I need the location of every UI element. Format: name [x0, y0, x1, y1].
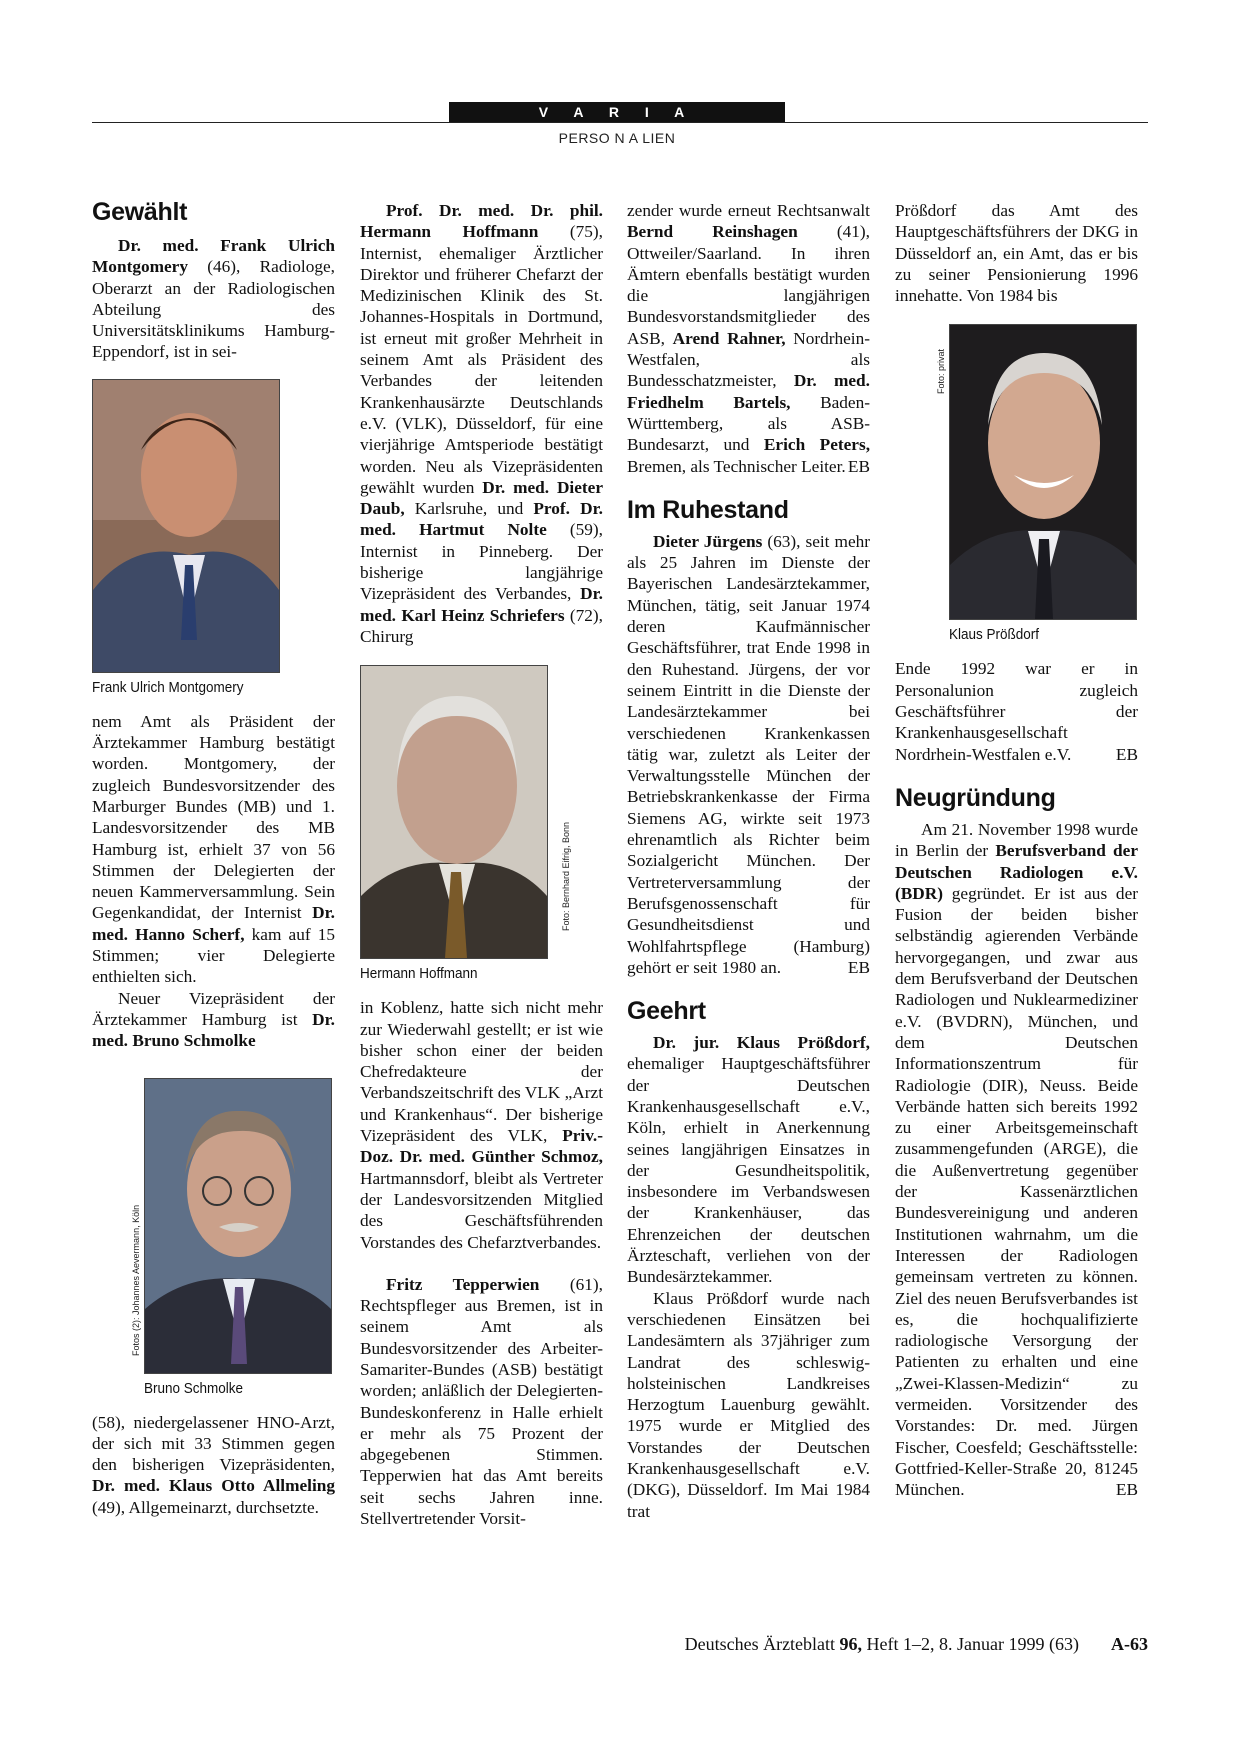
paragraph	[360, 200, 603, 647]
person-name: Dr. med. Hanno Scherf,	[92, 903, 335, 944]
column-4	[895, 200, 1138, 1500]
photo-credit: Fotos (2): Johannes Aevermann, Köln	[131, 1204, 141, 1356]
heading-geehrt: Geehrt	[627, 997, 706, 1026]
person-name: Dr. med. Klaus Otto Allmeling	[92, 1476, 335, 1496]
person-name: Dr. med. Karl Heinz Schriefers	[360, 584, 603, 625]
paragraph-text: (75), Internist, ehemaliger Ärztlicher Direktor und früherer Chefarzt der Medizinischen Klinik des St. Johannes-Hospitals in Dortmund, ist erneut mit großer Mehrheit in seinem Amt als Präsident des Verbandes der leitenden Krankenhausärzte Deutschlands e.V. (VLK), Düsseldorf, für eine vierjährige Amtsperiode bestätigt worden. Neu als Vizepräsidenten gewählt wurden	[360, 222, 603, 497]
column-3	[627, 200, 870, 1522]
section-title: V A R I A	[538, 104, 696, 120]
paragraph-text: Bremen, als Technischer Leiter.	[627, 456, 846, 476]
paragraph	[895, 658, 1138, 764]
paragraph-text: gegründet. Er ist aus der Fusion der beiden bisher selbständig agierenden Verbände hervorgegangen, und zwar aus dem Berufsverband der Deutschen Radiologen und Nuklearmediziner e.V. (BVDRN), München, und dem Deutschen Informationszentrum für Radiologie (DIR), Neuss. Beide Verbände hatten sich bereits 1992 zu einer Arbeitsgemeinschaft zusammengefunden (ARGE), die die Außenvertretung gegenüber der Kassenärztlichen Bundesvereinigung und anderen Institutionen wahrnahm, um die Interessen der Radiologen gemeinsam vertreten zu können. Ziel des neuen Berufsverbandes ist es, die hochqualifizierte radiologische Versorgung der Patienten zu erhalten und eine „Zwei-Klassen-Medizin“ zu vermeiden. Vorsitzender des Vorstandes: Dr. med. Jürgen Fischer, Coesfeld; Geschäftsstelle: Gottfried-Keller-Straße 20, 81245 München.	[895, 883, 1138, 1500]
subsection-title: PERSO N A LIEN	[558, 130, 676, 146]
heading-neugruendung: Neugründung	[895, 783, 1056, 812]
paragraph-text: (46), Radiologe, Oberarzt an der Radiologischen Abteilung des Universitätsklinikums Hamburg-Eppendorf, ist in sei-	[92, 257, 335, 362]
photo-block-proessdorf	[936, 324, 1138, 644]
paragraph	[92, 711, 335, 988]
photo-hoffmann	[360, 665, 548, 959]
paragraph-text: (59), Internist in Pinneberg. Der bisherige langjährige Vizepräsident des Verbandes,	[360, 520, 603, 604]
photo-montgomery	[92, 379, 280, 673]
person-name: Dr. jur. Klaus Prößdorf,	[653, 1033, 870, 1053]
paragraph-text: in Koblenz, hatte sich nicht mehr zur Wiederwahl gestellt; er ist wie bisher schon einer der beiden Chefredakteure der Verbandszeitschrift des VLK „Arzt und Krankenhaus“. Der bisherige Vizepräsident des VLK,	[360, 998, 603, 1146]
photo-caption: Frank Ulrich Montgomery	[92, 678, 244, 696]
paragraph	[92, 1412, 335, 1518]
person-name: Prof. Dr. med. Dr. phil. Hermann Hoffmann	[360, 201, 603, 242]
paragraph-text: (72), Chirurg	[360, 605, 603, 646]
paragraph-text: (63), seit mehr als 25 Jahren im Dienste der Bayerischen Landesärztekammer, München, tätig, seit Januar 1974 deren Kaufmännischer Geschäftsführer, trat Ende 1998 in den Ruhestand. Jürgens, der vor seinem Eintritt in die Dienste der Landesärztekammer bei verschiedenen Krankenkassen tätig war, zuletzt als Leiter der Verwaltungsstelle München der Betriebskrankenkasse der Firma Siemens AG, wirkte seit 1973 ehrenamtlich als Richter beim Sozialgericht München. Der Vertreterversammlung der Berufsgenossenschaft für Gesundheitsdienst und Wohlfahrtspflege (Hamburg) gehört er seit 1980 an.	[627, 531, 871, 977]
person-name: Bernd Reinshagen	[627, 222, 798, 242]
paragraph-text: Prößdorf das Amt des Hauptgeschäftsführers der DKG in Düsseldorf an, ein Amt, das er bis zu seiner Pensionierung 1996 innehatte. Von 1984 bis	[895, 201, 1138, 306]
paragraph-text: kam auf 15 Stimmen; vier Delegierte enthielten sich.	[92, 924, 336, 987]
paragraph-text: Ende 1992 war er in Personalunion zugleich Geschäftsführer der Krankenhausgesellschaft Nordrhein-Westfalen e.V.	[895, 659, 1138, 764]
photo-caption: Klaus Prößdorf	[949, 626, 1040, 644]
photo-credit: Foto: privat	[936, 349, 946, 395]
paragraph	[895, 819, 1138, 1501]
paragraph-text: (49), Allgemeinarzt, durchsetzte.	[92, 1497, 319, 1517]
paragraph	[92, 235, 335, 363]
paragraph-text: ehemaliger Hauptgeschäftsführer der Deutschen Krankenhausgesellschaft e.V., Köln, erhielt in Anerkennung seines langjährigen Einsatzes in der Gesundheitspolitik, insbesondere im Verbandswesen der Krankenhäuser, das Ehrenzeichen der deutschen Ärzteschaft, verliehen von der Bundesärztekammer.	[627, 1054, 870, 1287]
column-2	[360, 200, 603, 1529]
paragraph-text: Baden-Württemberg, als ASB-Bundesarzt, und	[627, 392, 870, 455]
paragraph-text: (41), Ottweiler/Saarland. In ihren Ämtern ebenfalls bestätigt wurden die langjährigen Bundesvorstandsmitglieder des ASB,	[627, 222, 870, 348]
paragraph-text: Karlsruhe, und	[404, 499, 534, 519]
person-name: Priv.-Doz. Dr. med. Günther Schmoz,	[360, 1126, 603, 1167]
paragraph-text: nem Amt als Präsident der Ärztekammer Hamburg bestätigt worden. Montgomery, der zugleich Bundesvorsitzender des Marburger Bundes (MB) und 1. Landesvorsitzender des MB Hamburg ist, erhielt 37 von 56 Stimmen der Delegierten der neuen Kammerversammlung. Sein Gegenkandidat, der Internist	[92, 711, 335, 923]
journal-name: Deutsches Ärzteblatt	[684, 1634, 840, 1654]
person-name: Dr. med. Bruno Schmolke	[92, 1009, 335, 1051]
paragraph-text: zender wurde erneut Rechtsanwalt	[627, 201, 870, 220]
paragraph-text: (61), Rechtspfleger aus Bremen, ist in seinem Amt als Bundesvorsitzender des Arbeiter-Samariter-Bundes (ASB) bestätigt worden; anläßlich der Delegierten-Bundeskonferenz in Halle erhielt er mehr als 75 Prozent der abgegebenen Stimmen. Tepperwien hat das Amt bereits seit sechs Jahren inne. Stellvertretender Vorsit-	[360, 1274, 603, 1529]
paragraph	[360, 997, 603, 1253]
person-name: Arend Rahner,	[672, 328, 786, 348]
photo-schmolke	[144, 1078, 332, 1374]
paragraph-text: Neuer Vizepräsident der Ärztekammer Hamburg ist	[92, 988, 335, 1029]
paragraph-text: Nordrhein-Westfalen, als Bundesschatzmeister,	[627, 328, 870, 391]
person-name: Prof. Dr. med. Hartmut Nolte	[360, 499, 603, 540]
person-name: Dieter Jürgens	[653, 531, 763, 551]
paragraph-text: (58), niedergelassener HNO-Arzt, der sich mit 33 Stimmen gegen den bisherigen Vizepräsidenten,	[92, 1412, 335, 1475]
organization-name: Berufsverband der Deutschen Radiologen e.V. (BDR)	[895, 841, 1139, 903]
paragraph	[627, 200, 870, 477]
heading-gewaehlt: Gewählt	[92, 198, 188, 226]
person-name: Dr. med. Dieter Daub,	[360, 477, 603, 519]
paragraph	[895, 200, 1138, 306]
photo-block-schmolke	[131, 1078, 335, 1398]
column-1	[92, 200, 335, 1518]
issue-info: Heft 1–2, 8. Januar 1999 (63)	[862, 1634, 1079, 1654]
photo-caption: Bruno Schmolke	[144, 1379, 244, 1397]
paragraph	[360, 1274, 603, 1530]
volume-number: 96,	[839, 1634, 863, 1654]
paragraph	[627, 1288, 870, 1522]
person-name: Dr. med. Frank Ulrich Montgomery	[92, 236, 335, 277]
paragraph	[92, 988, 335, 1052]
paragraph-text: Hartmannsdorf, bleibt als Vertreter der Landesvorsitzenden Mitglied des Geschäftsführenden Vorstandes des Chefarztverbandes.	[360, 1168, 603, 1252]
photo-block-hoffmann	[360, 665, 603, 983]
author-tag: EB	[1115, 744, 1138, 764]
paragraph-text: Am 21. November 1998 wurde in Berlin der	[895, 819, 1138, 861]
page-number: A-63	[1111, 1634, 1148, 1654]
paragraph-text: Klaus Prößdorf wurde nach verschiedenen Einsätzen bei Landesämtern als 37jähriger zum Landrat des schleswig-holsteinischen Landkreises Herzogtum Lauenburg gewählt. 1975 wurde er Mitglied des Vorstandes der Deutschen Krankenhausgesellschaft e.V. (DKG), Düsseldorf. Im Mai 1984 trat	[627, 1288, 870, 1521]
person-name: Fritz Tepperwien	[386, 1274, 540, 1294]
photo-caption: Hermann Hoffmann	[360, 965, 478, 983]
header-rule	[92, 122, 1148, 123]
heading-im-ruhestand: Im Ruhestand	[627, 495, 789, 524]
page-footer	[685, 1634, 1148, 1655]
section-title-bar	[449, 102, 785, 122]
author-tag: EB	[1115, 1480, 1138, 1500]
paragraph	[627, 1032, 870, 1288]
author-tag: EB	[847, 957, 870, 977]
person-name: Dr. med. Friedhelm Bartels,	[627, 371, 870, 412]
photo-proessdorf	[949, 324, 1137, 620]
photo-credit: Foto: Bernhard Eifrig, Bonn	[561, 822, 571, 932]
author-tag: EB	[847, 456, 870, 476]
person-name: Erich Peters,	[763, 435, 871, 455]
paragraph	[627, 531, 870, 978]
